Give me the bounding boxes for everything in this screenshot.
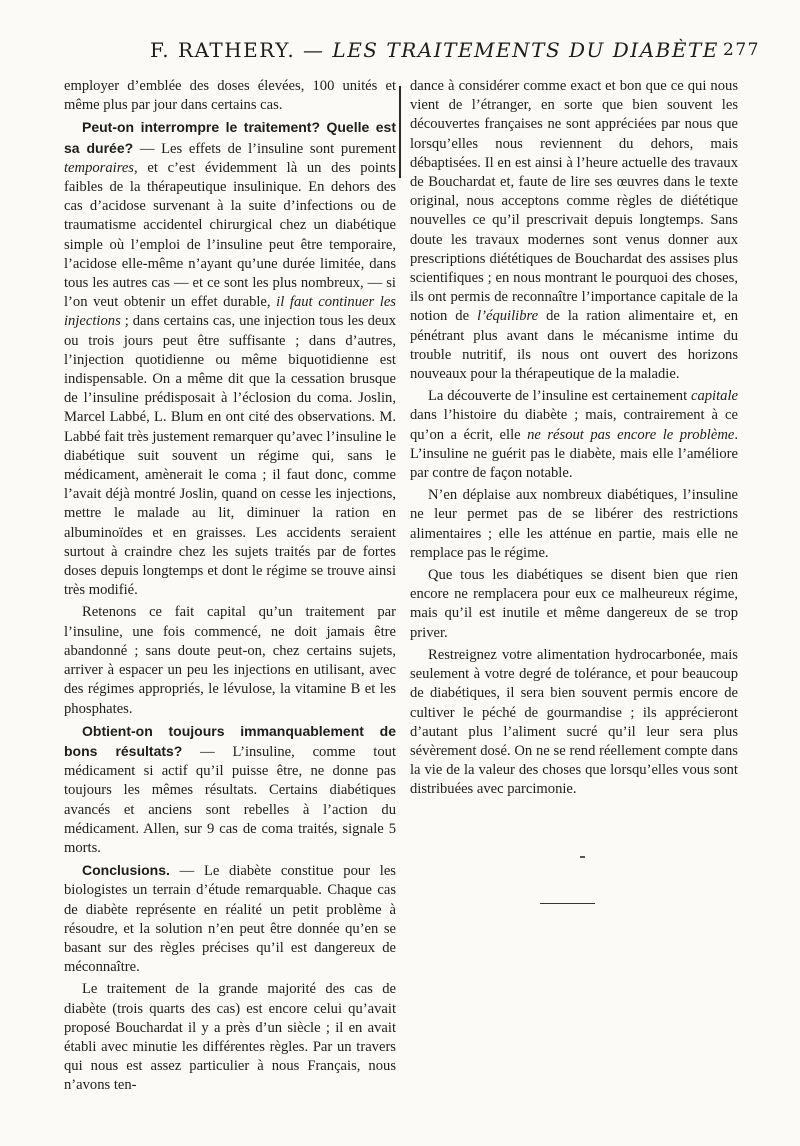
paragraph: N’en déplaise aux nombreux diabétiques, l’insuline ne leur permet pas de se libérer des restrictions alimentaires ; elle les atténue en partie, mais elle ne remplace pas le régime. [410, 487, 738, 561]
paragraph: Que tous les diabétiques se disent bien que rien encore ne remplacera pour eux ce malheureux régime, mais qu’il est inutile et même dangereux de se trop priver. [410, 567, 738, 641]
page-number: 277 [723, 40, 760, 60]
margin-rule [399, 86, 401, 178]
section-heading: Obtient-on toujours immanquablement de bons résultats? [64, 722, 396, 759]
left-column [64, 77, 396, 1096]
paragraph: employer d’emblée des doses élevées, 100 unités et même plus par jour dans certains cas. [64, 78, 396, 114]
section-heading: Conclusions. [82, 862, 170, 879]
header-author: F. RATHERY. — LES TRAITEMENTS DU DIABÈTE [150, 38, 719, 62]
end-rule [540, 903, 595, 904]
paragraph: Restreignez votre alimentation hydrocarbonée, mais seulement à votre degré de tolérance, et pour beaucoup de diabétiques, il sera bien souvent permis encore de cultiver le péché de gourmandise ; ils apprécieront d’autant plus l’aliment sucré qu’il leur sera plus sévèrement dosé. On ne se rend réellement compte dans la vie de la valeur des choses que lorsqu’elles vous sont distribuées avec parcimonie. [410, 646, 738, 798]
paragraph: Le traitement de la grande majorité des cas de diabète (trois quarts des cas) est encore celui qu’avait proposé Bouchardat il y a près d’un siècle ; il en avait établi avec minutie les différentes règles. Par un travers qui nous est assez particulier à nous Français, nous n’avons ten- [64, 981, 396, 1094]
right-column [410, 77, 738, 800]
paragraph: Peut-on interrompre le traitement? Quelle est sa durée? — Les effets de l’insuline sont purement temporaires, et c’est évidemment là un des points faibles de la thérapeutique insulinique. En dehors des cas d’acidose survenant à la suite d’infections ou de traumatisme accidentel chirurgical chez un diabétique simple où l’emploi de l’insuline peut être temporaire, l’acidose elle-même n’ayant qu’une durée limitée, dans tous les autres cas — et ce sont les plus nombreux, — si l’on veut obtenir un effet durable, il faut continuer les injections ; dans certains cas, une injection tous les deux ou trois jours peut être suffisante ; dans d’autres, l’injection quotidienne ou même biquotidienne est indispensable. On a même dit que la cessation brusque de l’insuline prédisposait à l’éclosion du coma. Joslin, Marcel Labbé, L. Blum en ont cité des observations. M. Labbé fait très justement remarquer qu’avec l’insuline le diabétique suit souvent un régime qui, sans le médicament, amènerait le coma ; il faut donc, comme l’avait déjà montré Joslin, quand on cesse les injections, mettre le malade au lit, diminuer la ration en albuminoïdes et en graisses. Les accidents seraient surtout à craindre chez les sujets traités par de fortes doses depuis longtemps et dont le régime se trouve ainsi très modifié. [64, 119, 397, 599]
paragraph: La découverte de l’insuline est certainement capitale dans l’histoire du diabète ; mais, contrairement à ce qu’on a écrit, elle ne résout pas encore le problème. L’insuline ne guérit pas le diabète, mais elle l’améliore par contre de façon notable. [410, 388, 738, 482]
paragraph: Conclusions. — Le diabète constitue pour les biologistes un terrain d’étude remarquable. Chaque cas de diabète représente en réalité un petit problème à résoudre, et la solution n’en peut être donnée qu’en se basant sur des règles précises qu’il est dangereux de méconnaître. [64, 862, 396, 976]
paragraph: Obtient-on toujours immanquablement de bons résultats? — L’insuline, comme tout médicament si actif qu’il puisse être, ne donne pas toujours les mêmes résultats. Certains diabétiques avancés et anciens sont rebelles à l’action du médicament. Allen, sur 9 cas de coma traités, signale 5 morts. [64, 722, 397, 856]
paragraph: Retenons ce fait capital qu’un traitement par l’insuline, une fois commencé, ne doit jamais être abandonné ; sans doute peut-on, chez certains sujets, arriver à espacer un peu les injections en utilisant, avec des régimes appropriés, le lévulose, la vitamine B et les phosphates. [64, 604, 396, 717]
page-header [60, 38, 760, 66]
ink-speck [580, 856, 585, 858]
paragraph: dance à considérer comme exact et bon que ce qui nous vient de l’étranger, en sorte que bien souvent les découvertes françaises ne sont appréciées par nous que lorsqu’elles nous reviennent du dehors, mais débaptisées. Il en est ainsi à l’heure actuelle des travaux de Bouchardat et, faute de lire ses œuvres dans le texte original, nous acceptons comme règles de diététique nouvelles ce qu’il prescrivait depuis longtemps. Sans doute les travaux modernes sont venus donner aux prescriptions diététiques de Bouchardat des assises plus scientifiques ; en nous montrant le pourquoi des choses, ils ont permis de reconnaître l’importance capitale de la notion de l’équilibre de la ration alimentaire et, en pénétrant plus avant dans le mécanisme intime du trouble nutritif, ils nous ont ouvert des horizons nouveaux pour la thérapeutique de la maladie. [410, 78, 739, 383]
section-heading: Peut-on interrompre le traitement? Quelle est sa durée? [64, 119, 396, 156]
header-running-title: LES TRAITEMENTS DU DIABÈTE [332, 38, 719, 62]
